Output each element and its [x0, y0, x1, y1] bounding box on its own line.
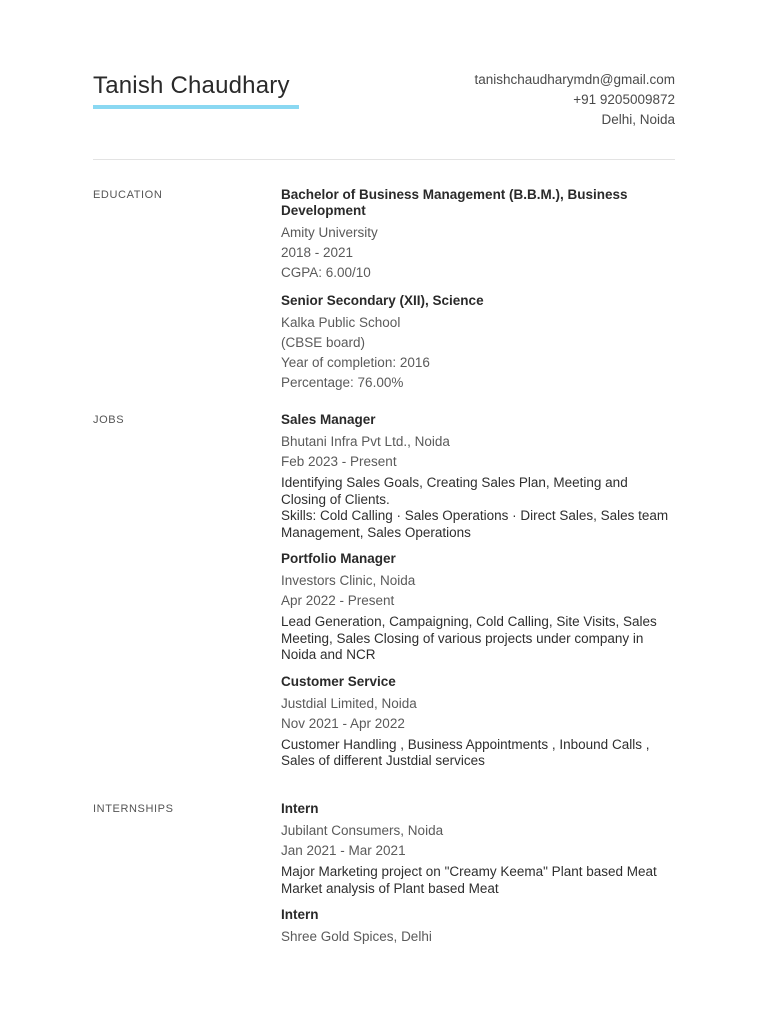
section-label-internships: INTERNSHIPS: [93, 803, 174, 815]
job-entry: [281, 412, 675, 541]
contact-info: [474, 70, 675, 130]
job-entry: [281, 551, 675, 664]
job-description: Identifying Sales Goals, Creating Sales Plan, Meeting and Closing of Clients.: [281, 475, 628, 507]
internship-entry: [281, 907, 675, 947]
internship-entry: [281, 801, 675, 897]
job-skills: Skills: Cold Calling · Sales Operations · Direct Sales, Sales team Management, Sales Operations: [281, 508, 669, 540]
internships-entries: [281, 801, 675, 957]
internship-company: Jubilant Consumers, Noida: [281, 823, 444, 838]
name-underline-accent: [93, 105, 299, 109]
job-description: Lead Generation, Campaigning, Cold Calling, Site Visits, Sales Meeting, Sales Closing of various projects under company in Noida and NCR: [281, 614, 657, 662]
education-entries: [281, 187, 675, 403]
job-company: Bhutani Infra Pvt Ltd., Noida: [281, 434, 450, 449]
candidate-name: Tanish Chaudhary: [93, 72, 290, 99]
education-entry: [281, 293, 675, 393]
jobs-entries: [281, 412, 675, 780]
education-degree-title: Senior Secondary (XII), Science: [281, 293, 484, 308]
education-institution: Kalka Public School: [281, 315, 401, 330]
education-board: (CBSE board): [281, 335, 366, 350]
job-dates: Feb 2023 - Present: [281, 454, 397, 469]
education-entry: [281, 187, 675, 283]
section-label-jobs: JOBS: [93, 414, 125, 426]
education-score: CGPA: 6.00/10: [281, 265, 371, 280]
header-divider: [93, 159, 675, 160]
education-dates: 2018 - 2021: [281, 245, 354, 260]
job-entry: [281, 674, 675, 770]
job-title: Sales Manager: [281, 412, 376, 427]
job-dates: Apr 2022 - Present: [281, 593, 395, 608]
job-company: Justdial Limited, Noida: [281, 695, 417, 711]
internship-description: Market analysis of Plant based Meat: [281, 880, 499, 896]
education-score: Percentage: 76.00%: [281, 375, 404, 390]
job-company: Investors Clinic, Noida: [281, 573, 416, 588]
contact-location: Delhi, Noida: [601, 112, 675, 127]
internship-description: Major Marketing project on "Creamy Keema" Plant based Meat: [281, 864, 657, 879]
job-title: Customer Service: [281, 673, 396, 689]
job-description: Customer Handling , Business Appointments , Inbound Calls , Sales of different Justdial services: [281, 736, 650, 768]
contact-email[interactable]: tanishchaudharymdn@gmail.com: [474, 72, 675, 87]
job-dates: Nov 2021 - Apr 2022: [281, 715, 405, 731]
section-label-education: EDUCATION: [93, 189, 163, 201]
internship-company: Shree Gold Spices, Delhi: [281, 929, 432, 944]
resume-header: [93, 68, 675, 128]
internship-dates: Jan 2021 - Mar 2021: [281, 843, 406, 858]
education-institution: Amity University: [281, 225, 378, 240]
internship-title: Intern: [281, 801, 319, 816]
contact-phone[interactable]: +91 9205009872: [573, 92, 675, 107]
internship-title: Intern: [281, 907, 319, 922]
job-title: Portfolio Manager: [281, 551, 396, 566]
education-degree-title: Bachelor of Business Management (B.B.M.), Business Development: [281, 187, 628, 218]
education-completion-year: Year of completion: 2016: [281, 355, 430, 370]
